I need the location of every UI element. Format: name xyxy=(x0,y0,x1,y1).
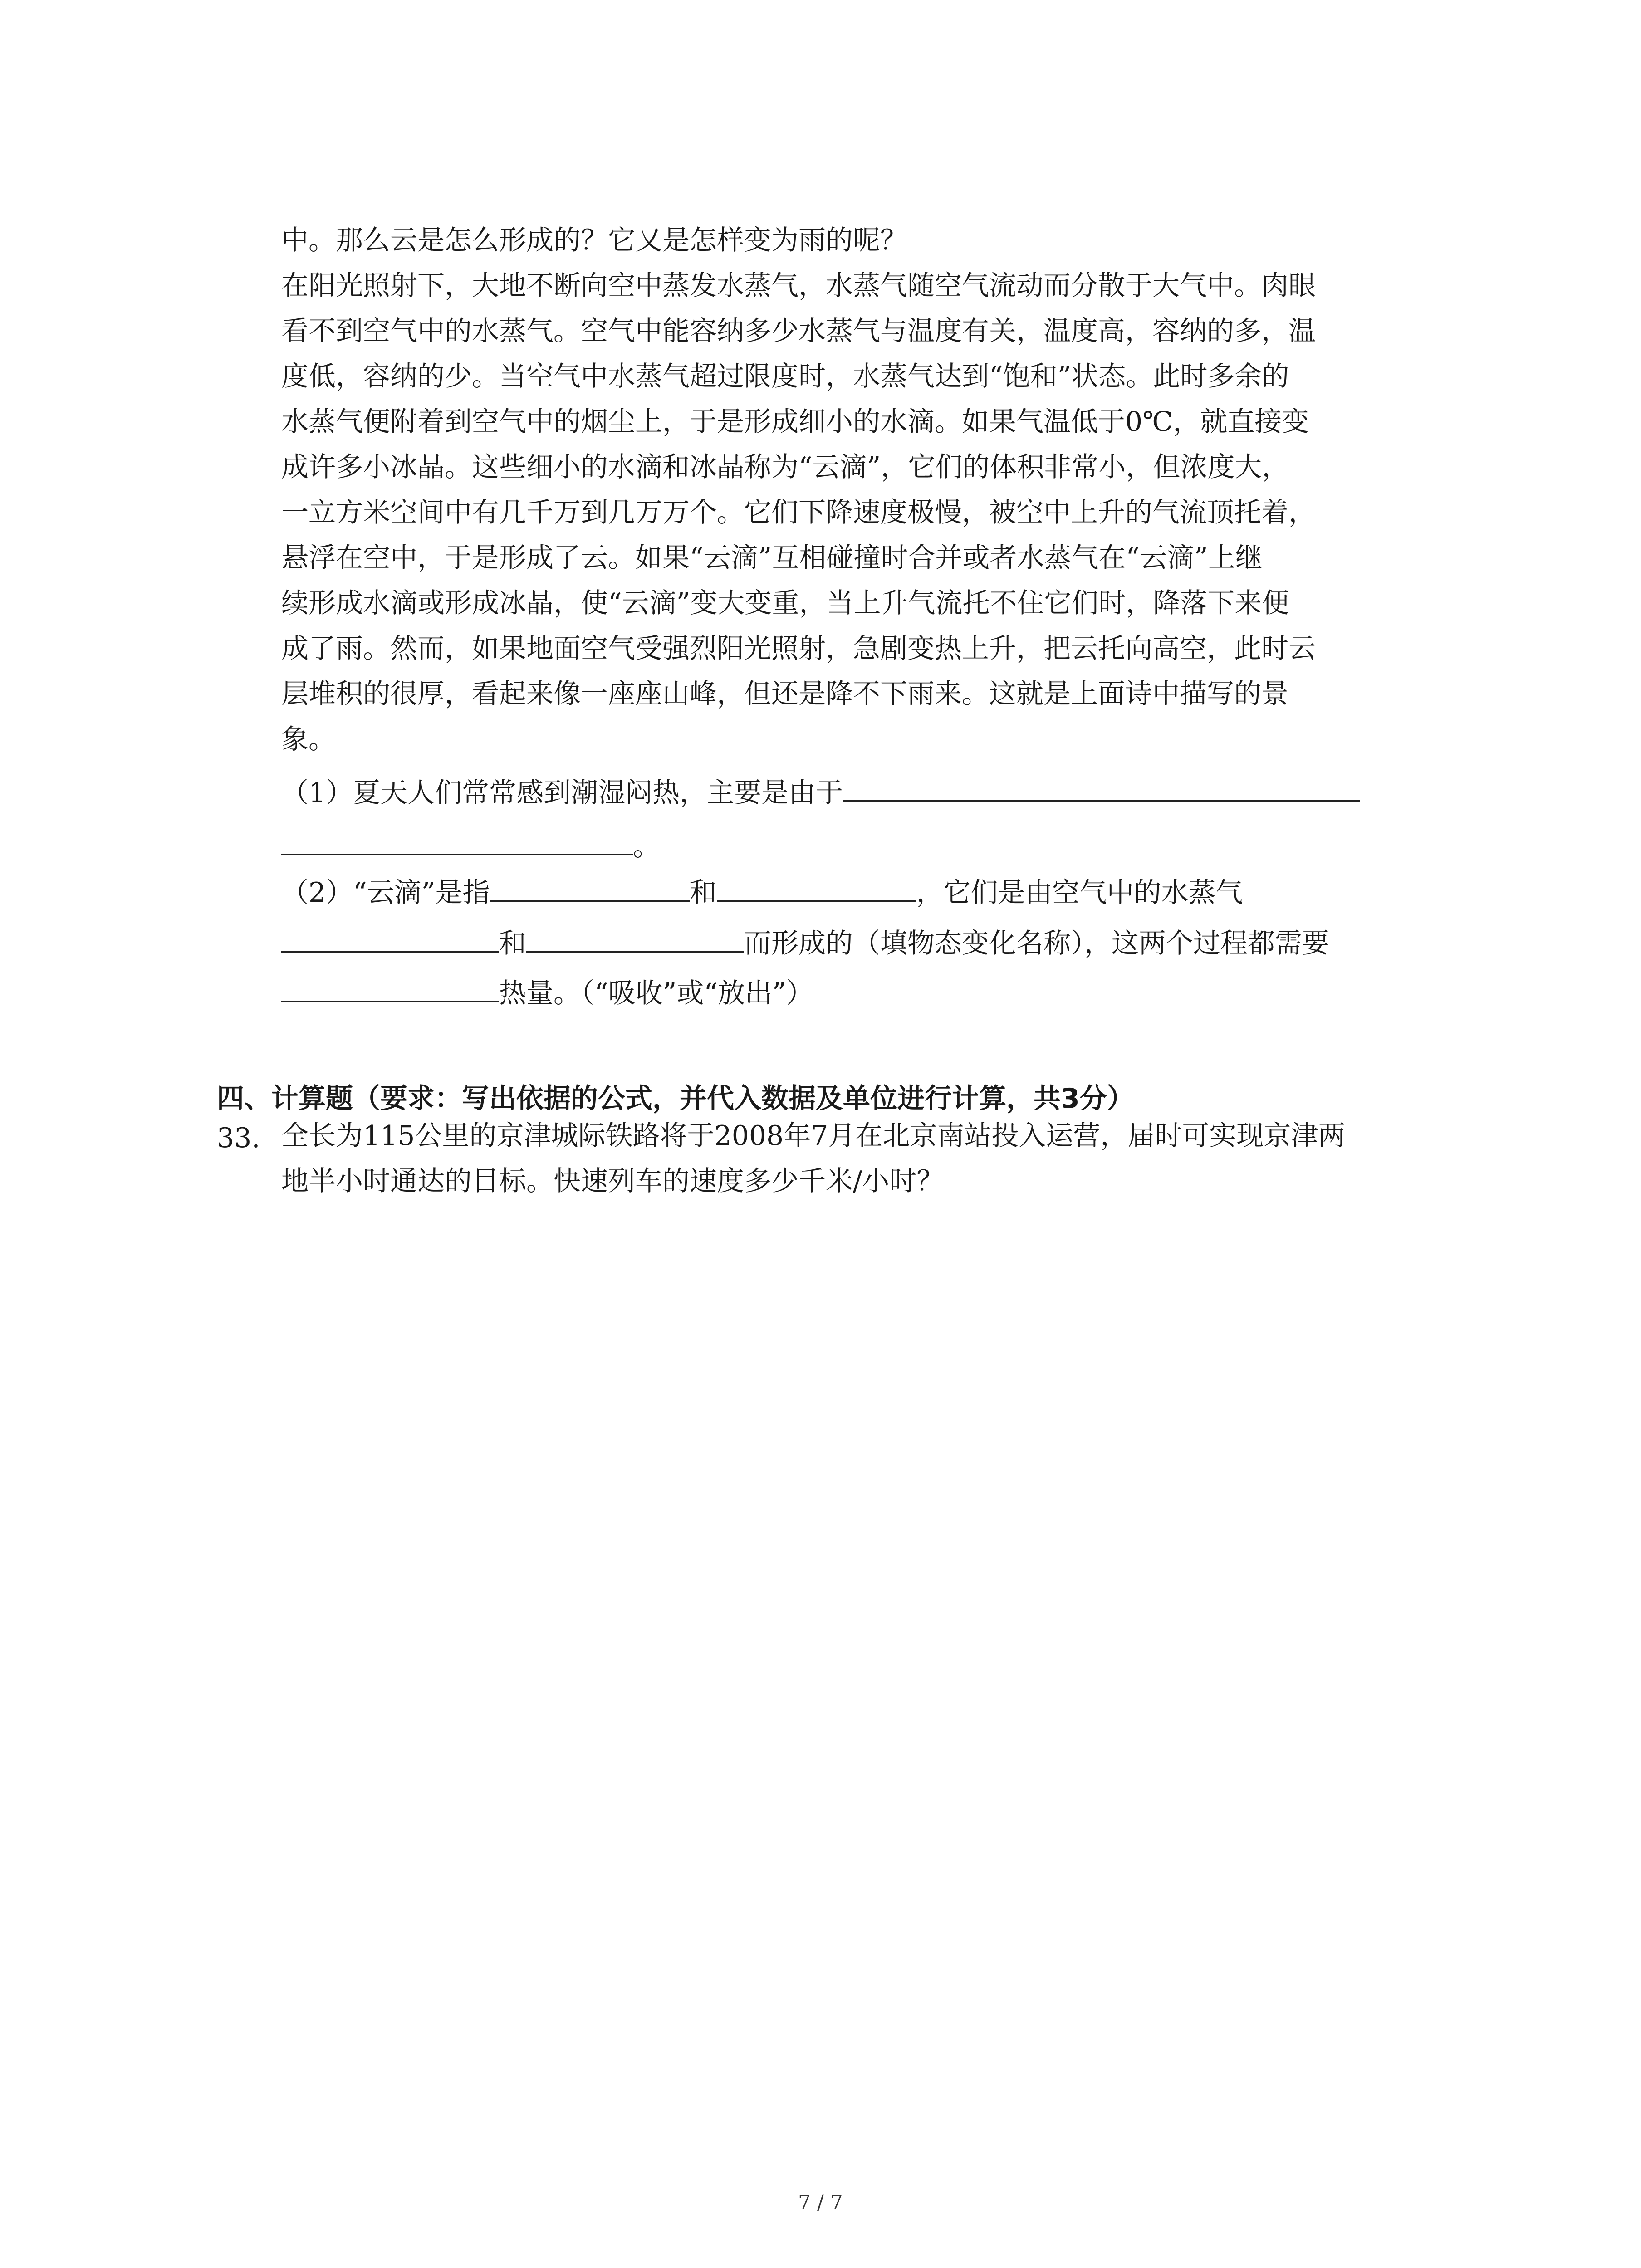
passage-line: 水蒸气便附着到空气中的烟尘上，于是形成细小的水滴。如果气温低于0℃，就直接变 xyxy=(281,406,1309,438)
passage-line: 成许多小冰晶。这些细小的水滴和冰晶称为“云滴”，它们的体积非常小，但浓度大， xyxy=(281,451,1289,483)
passage-line: 象。 xyxy=(281,723,336,755)
q2-blank-1[interactable] xyxy=(490,876,690,902)
q2-blank-4[interactable] xyxy=(526,927,744,953)
q33-line-2: 地半小时通达的目标。快速列车的速度多少千米/小时？ xyxy=(281,1165,944,1197)
q1-line-2 xyxy=(281,830,660,860)
q2-text-2: 而形成的（填物态变化名称），这两个过程都需要 xyxy=(744,928,1329,959)
q1-blank-1[interactable] xyxy=(843,777,1360,802)
q1-blank-2[interactable] xyxy=(281,830,633,855)
passage-line: 续形成水滴或形成冰晶，使“云滴”变大变重，当上升气流托不住它们时，降落下来便 xyxy=(281,587,1289,619)
q2-text-3: 热量。（“吸收”或“放出”） xyxy=(499,978,813,1009)
q2-line-3 xyxy=(281,977,813,1007)
passage-line: 看不到空气中的水蒸气。空气中能容纳多少水蒸气与温度有关，温度高，容纳的多，温 xyxy=(281,315,1316,347)
passage-line: 层堆积的很厚，看起来像一座座山峰，但还是降不下雨来。这就是上面诗中描写的景 xyxy=(281,678,1288,710)
q2-text: ，它们是由空气中的水蒸气 xyxy=(916,877,1243,909)
q2-prompt: （2）“云滴”是指 xyxy=(281,877,490,909)
passage-line: 在阳光照射下，大地不断向空中蒸发水蒸气，水蒸气随空气流动而分散于大气中。肉眼 xyxy=(281,270,1316,302)
q2-blank-2[interactable] xyxy=(717,876,916,902)
q1-line xyxy=(281,777,1360,807)
q2-blank-3[interactable] xyxy=(281,927,499,953)
q33-line-1: 全长为115公里的京津城际铁路将于2008年7月在北京南站投入运营，届时可实现京津两 xyxy=(281,1120,1346,1152)
passage-line: 一立方米空间中有几千万到几万万个。它们下降速度极慢，被空中上升的气流顶托着， xyxy=(281,497,1316,528)
q2-and-2: 和 xyxy=(499,928,526,959)
q2-blank-5[interactable] xyxy=(281,977,499,1002)
q2-and: 和 xyxy=(689,877,717,909)
passage-line: 度低，容纳的少。当空气中水蒸气超过限度时，水蒸气达到“饱和”状态。此时多余的 xyxy=(281,361,1289,392)
q1-prompt: （1）夏天人们常常感到潮湿闷热，主要是由于 xyxy=(281,777,843,809)
question-number: 33. xyxy=(217,1122,260,1154)
section-heading: 四、计算题（要求：写出依据的公式，并代入数据及单位进行计算，共3分） xyxy=(217,1083,1134,1114)
passage-line: 成了雨。然而，如果地面空气受强烈阳光照射，急剧变热上升，把云托向高空，此时云 xyxy=(281,633,1316,665)
passage-line: 悬浮在空中，于是形成了云。如果“云滴”互相碰撞时合并或者水蒸气在“云滴”上继 xyxy=(281,542,1263,574)
passage-line: 中。那么云是怎么形成的？它又是怎样变为雨的呢？ xyxy=(281,225,907,256)
q2-line-2 xyxy=(281,927,1329,957)
q2-line-1 xyxy=(281,876,1243,909)
q1-end: 。 xyxy=(633,831,660,862)
page-number: 7 / 7 xyxy=(798,2191,843,2214)
